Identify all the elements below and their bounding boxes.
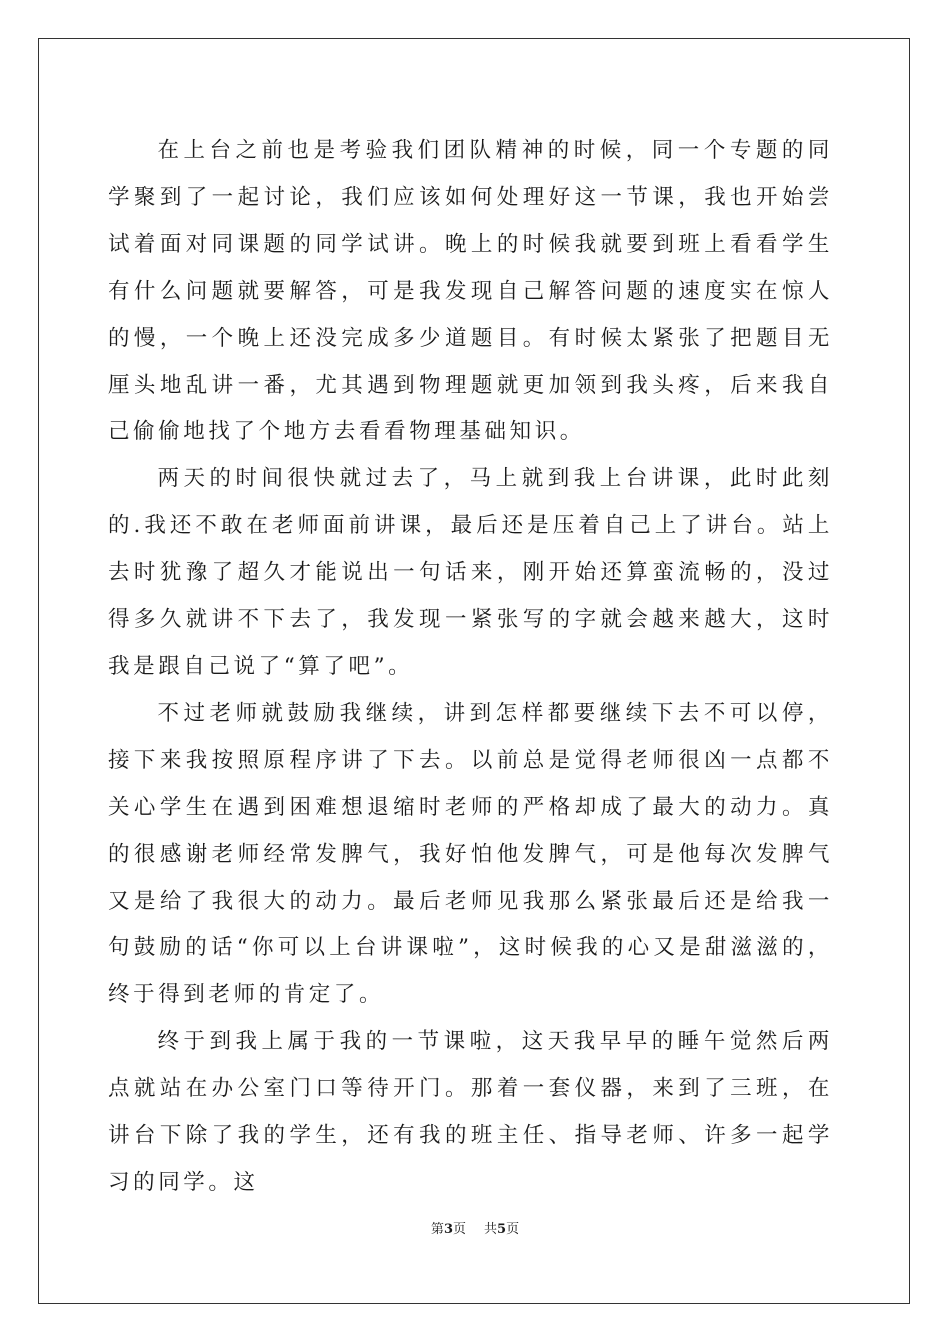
page-number: 3 xyxy=(443,1222,453,1237)
total-suffix: 页 xyxy=(506,1222,520,1237)
paragraph-1: 在上台之前也是考验我们团队精神的时候，同一个专题的同学聚到了一起讨论，我们应该如何处理好这一节课，我也开始尝试着面对同课题的同学试讲。晚上的时候我就要到班上看看学生有什么问题就要解答，可是我发现自己解答问题的速度实在惊人的慢，一个晚上还没完成多少道题目。有时候太紧张了把题目无厘头地乱讲一番，尤其遇到物理题就更加领到我头疼，后来我自己偷偷地找了个地方去看看物理基础知识。 xyxy=(108,138,833,445)
total-prefix: 共 xyxy=(484,1222,498,1237)
paragraph-4: 终于到我上属于我的一节课啦，这天我早早的睡午觉然后两点就站在办公室门口等待开门。那着一套仪器，来到了三班，在讲台下除了我的学生，还有我的班主任、指导老师、许多一起学习的同学。这 xyxy=(108,1029,833,1195)
total-pages: 5 xyxy=(497,1222,507,1237)
document-body xyxy=(108,128,833,1207)
paragraph-2: 两天的时间很快就过去了，马上就到我上台讲课，此时此刻的.我还不敢在老师面前讲课，最后还是压着自己上了讲台。站上去时犹豫了超久才能说出一句话来，刚开始还算蛮流畅的，没过得多久就讲不下去了，我发现一紧张写的字就会越来越大，这时我是跟自己说了“算了吧”。 xyxy=(108,466,833,679)
page-suffix: 页 xyxy=(452,1222,466,1237)
paragraph-3: 不过老师就鼓励我继续，讲到怎样都要继续下去不可以停，接下来我按照原程序讲了下去。以前总是觉得老师很凶一点都不关心学生在遇到困难想退缩时老师的严格却成了最大的动力。真的很感谢老师经常发脾气，我好怕他发脾气，可是他每次发脾气又是给了我很大的动力。最后老师见我那么紧张最后还是给我一句鼓励的话“你可以上台讲课啦”，这时候我的心又是甜滋滋的，终于得到老师的肯定了。 xyxy=(108,700,833,1008)
page-prefix: 第 xyxy=(430,1222,444,1237)
page-footer xyxy=(0,1218,950,1237)
